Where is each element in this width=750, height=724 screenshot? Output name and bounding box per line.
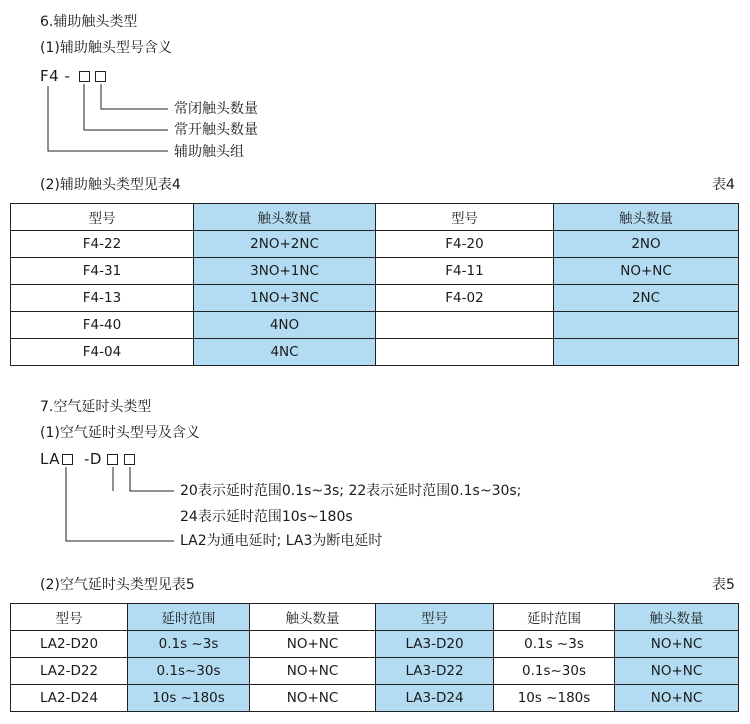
table5-header-row bbox=[11, 604, 739, 631]
table-cell: 0.1s~30s bbox=[128, 658, 250, 685]
table-row bbox=[11, 631, 739, 658]
table-cell: 0.1s~30s bbox=[494, 658, 615, 685]
table-cell: 4NO bbox=[194, 312, 376, 339]
table-cell: LA2-D22 bbox=[11, 658, 128, 685]
legend-normally-closed: 常闭触头数量 bbox=[174, 101, 258, 117]
table-row bbox=[11, 231, 739, 258]
legend-delay-type: LA2为通电延时; LA3为断电延时 bbox=[180, 533, 383, 549]
section6-subtitle: (1)辅助触头型号含义 bbox=[40, 40, 172, 56]
table-cell: F4-02 bbox=[376, 285, 554, 312]
table-cell: 2NC bbox=[554, 285, 739, 312]
section6-title: 6.辅助触头类型 bbox=[40, 14, 138, 30]
table-cell: NO+NC bbox=[554, 258, 739, 285]
table-row bbox=[11, 339, 739, 366]
table-cell: LA2-D24 bbox=[11, 685, 128, 712]
table4-header: 触头数量 bbox=[554, 204, 739, 231]
legend-delay-range-1: 20表示延时范围0.1s~3s; 22表示延时范围0.1s~30s; bbox=[180, 483, 522, 499]
table5-header: 触头数量 bbox=[250, 604, 376, 631]
callout-line-range bbox=[130, 467, 174, 491]
table-cell: 10s ~180s bbox=[128, 685, 250, 712]
table5-header: 延时范围 bbox=[128, 604, 250, 631]
code-box-la bbox=[62, 454, 73, 465]
table-row bbox=[11, 258, 739, 285]
callout-line-type bbox=[66, 467, 174, 541]
table4-header-row bbox=[11, 204, 739, 231]
table-row bbox=[11, 285, 739, 312]
table-cell bbox=[554, 312, 739, 339]
table-cell: LA3-D20 bbox=[376, 631, 494, 658]
table-cell: LA3-D24 bbox=[376, 685, 494, 712]
table-cell: NO+NC bbox=[250, 658, 376, 685]
table5-header: 型号 bbox=[11, 604, 128, 631]
table4-caption: (2)辅助触头类型见表4 bbox=[40, 177, 181, 193]
table4-header: 型号 bbox=[11, 204, 194, 231]
code-box-3 bbox=[107, 454, 118, 465]
table-cell: 1NO+3NC bbox=[194, 285, 376, 312]
table5-header: 延时范围 bbox=[494, 604, 615, 631]
section6-code-prefix: F4 - bbox=[40, 67, 71, 85]
table-cell: F4-22 bbox=[11, 231, 194, 258]
table5-header: 型号 bbox=[376, 604, 494, 631]
table-row bbox=[11, 685, 739, 712]
section7-title: 7.空气延时头类型 bbox=[40, 399, 152, 415]
table-cell: 2NO+2NC bbox=[194, 231, 376, 258]
table-cell: LA2-D20 bbox=[11, 631, 128, 658]
table-cell: F4-13 bbox=[11, 285, 194, 312]
table5-header: 触头数量 bbox=[615, 604, 739, 631]
table4-header: 触头数量 bbox=[194, 204, 376, 231]
table-cell bbox=[376, 312, 554, 339]
table-cell: 2NO bbox=[554, 231, 739, 258]
table-cell: 0.1s ~3s bbox=[128, 631, 250, 658]
section7-subtitle: (1)空气延时头型号及含义 bbox=[40, 425, 200, 441]
table-cell: 10s ~180s bbox=[494, 685, 615, 712]
table-cell: F4-04 bbox=[11, 339, 194, 366]
code-box-2 bbox=[95, 71, 106, 82]
code-box-4 bbox=[124, 454, 135, 465]
table-cell: NO+NC bbox=[250, 631, 376, 658]
table5 bbox=[10, 603, 739, 712]
table5-caption: (2)空气延时头类型见表5 bbox=[40, 577, 195, 593]
table4-label: 表4 bbox=[712, 177, 735, 193]
table-cell: F4-20 bbox=[376, 231, 554, 258]
table5-label: 表5 bbox=[712, 577, 735, 593]
table-row bbox=[11, 312, 739, 339]
table-cell: F4-31 bbox=[11, 258, 194, 285]
table-cell bbox=[554, 339, 739, 366]
table-row bbox=[11, 658, 739, 685]
callout-line-group bbox=[48, 86, 168, 151]
section7-code-mid: -D bbox=[84, 450, 102, 468]
legend-delay-range-2: 24表示延时范围10s~180s bbox=[180, 509, 353, 525]
section7-code-prefix: LA bbox=[40, 450, 60, 468]
table4 bbox=[10, 203, 739, 366]
table4-header: 型号 bbox=[376, 204, 554, 231]
table-cell bbox=[376, 339, 554, 366]
table-cell: NO+NC bbox=[250, 685, 376, 712]
table-cell: 0.1s ~3s bbox=[494, 631, 615, 658]
table-cell: F4-40 bbox=[11, 312, 194, 339]
table-cell: NO+NC bbox=[615, 685, 739, 712]
code-box-1 bbox=[79, 71, 90, 82]
callout-line-open bbox=[84, 84, 168, 130]
legend-normally-open: 常开触头数量 bbox=[174, 122, 258, 138]
table-cell: NO+NC bbox=[615, 631, 739, 658]
table-cell: LA3-D22 bbox=[376, 658, 494, 685]
table-cell: 4NC bbox=[194, 339, 376, 366]
legend-contact-group: 辅助触头组 bbox=[174, 144, 244, 160]
callout-line-closed bbox=[101, 84, 168, 109]
table-cell: 3NO+1NC bbox=[194, 258, 376, 285]
table-cell: F4-11 bbox=[376, 258, 554, 285]
table-cell: NO+NC bbox=[615, 658, 739, 685]
